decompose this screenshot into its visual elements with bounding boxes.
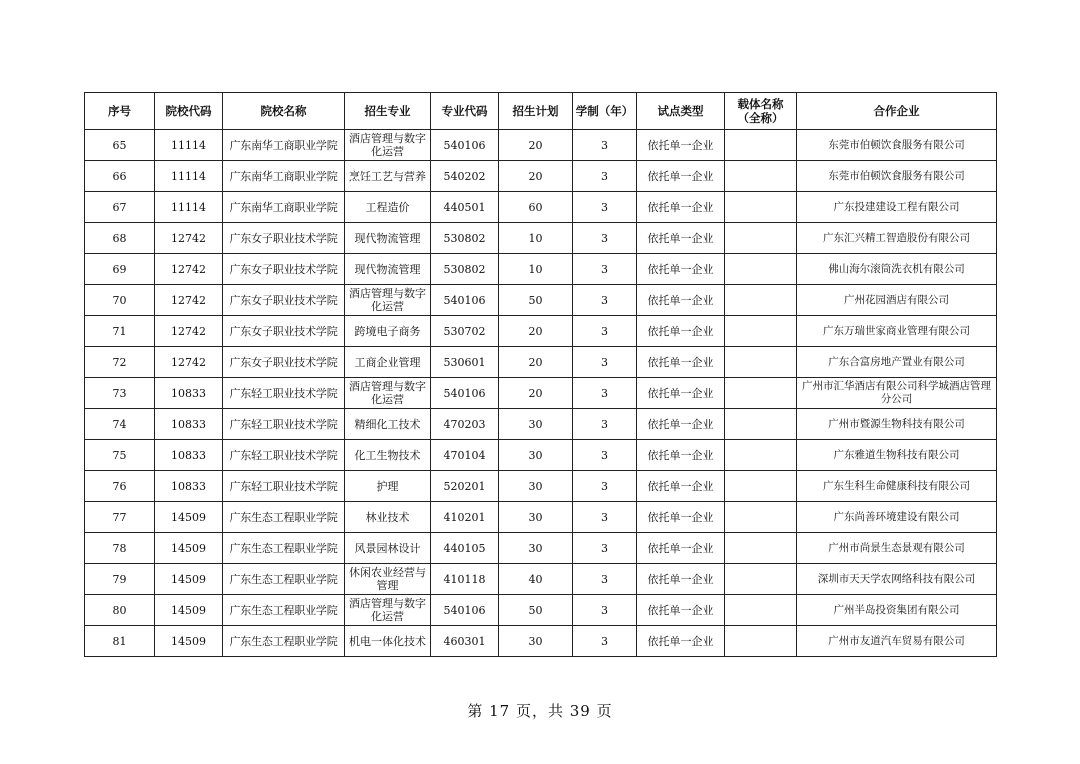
cell-col-school-code: 14509 [155,533,223,564]
enrollment-table [84,92,997,657]
header-col-index: 序号 [85,93,155,130]
cell-col-index: 80 [85,595,155,626]
cell-col-major-code: 440105 [431,533,499,564]
table-row [85,564,997,595]
cell-col-pilot-type: 依托单一企业 [637,564,725,595]
cell-col-years: 3 [573,378,637,409]
table-header-row [85,93,997,130]
cell-col-school-name: 广东女子职业技术学院 [223,223,345,254]
cell-col-school-code: 14509 [155,564,223,595]
cell-col-major-code: 540106 [431,285,499,316]
cell-col-major: 工程造价 [345,192,431,223]
cell-col-major: 休闲农业经营与管理 [345,564,431,595]
cell-col-carrier-name [725,471,797,502]
cell-col-pilot-type: 依托单一企业 [637,502,725,533]
cell-col-pilot-type: 依托单一企业 [637,161,725,192]
table-row [85,316,997,347]
cell-col-school-code: 11114 [155,130,223,161]
cell-col-school-code: 12742 [155,254,223,285]
cell-col-pilot-type: 依托单一企业 [637,223,725,254]
cell-col-years: 3 [573,409,637,440]
cell-col-years: 3 [573,347,637,378]
cell-col-plan: 50 [499,285,573,316]
cell-col-pilot-type: 依托单一企业 [637,316,725,347]
cell-col-pilot-type: 依托单一企业 [637,440,725,471]
cell-col-partner: 广东汇兴精工智造股份有限公司 [797,223,997,254]
cell-col-index: 77 [85,502,155,533]
cell-col-index: 79 [85,564,155,595]
table-row [85,409,997,440]
table-row [85,440,997,471]
cell-col-pilot-type: 依托单一企业 [637,192,725,223]
cell-col-school-code: 12742 [155,285,223,316]
cell-col-plan: 20 [499,130,573,161]
cell-col-partner: 广东雅道生物科技有限公司 [797,440,997,471]
cell-col-partner: 广东投建建设工程有限公司 [797,192,997,223]
cell-col-index: 73 [85,378,155,409]
cell-col-index: 76 [85,471,155,502]
cell-col-major: 风景园林设计 [345,533,431,564]
cell-col-major: 工商企业管理 [345,347,431,378]
cell-col-major-code: 440501 [431,192,499,223]
cell-col-plan: 60 [499,192,573,223]
cell-col-index: 72 [85,347,155,378]
cell-col-school-name: 广东女子职业技术学院 [223,316,345,347]
cell-col-major: 跨境电子商务 [345,316,431,347]
table-row [85,130,997,161]
cell-col-pilot-type: 依托单一企业 [637,595,725,626]
cell-col-school-name: 广东女子职业技术学院 [223,254,345,285]
cell-col-partner: 佛山海尔滚筒洗衣机有限公司 [797,254,997,285]
cell-col-school-name: 广东轻工职业技术学院 [223,378,345,409]
table-body [85,130,997,657]
cell-col-carrier-name [725,192,797,223]
cell-col-school-name: 广东南华工商职业学院 [223,161,345,192]
table-row [85,347,997,378]
cell-col-years: 3 [573,161,637,192]
cell-col-partner: 广东尚善环境建设有限公司 [797,502,997,533]
header-col-partner: 合作企业 [797,93,997,130]
cell-col-partner: 东莞市伯顿饮食服务有限公司 [797,130,997,161]
cell-col-carrier-name [725,564,797,595]
table-row [85,192,997,223]
header-col-carrier-name: 载体名称 （全称） [725,93,797,130]
cell-col-partner: 广州半岛投资集团有限公司 [797,595,997,626]
cell-col-carrier-name [725,130,797,161]
cell-col-school-code: 12742 [155,223,223,254]
cell-col-plan: 30 [499,409,573,440]
cell-col-plan: 50 [499,595,573,626]
cell-col-index: 68 [85,223,155,254]
table-row [85,471,997,502]
header-col-major-code: 专业代码 [431,93,499,130]
cell-col-school-name: 广东生态工程职业学院 [223,595,345,626]
cell-col-carrier-name [725,223,797,254]
cell-col-plan: 30 [499,626,573,657]
cell-col-years: 3 [573,254,637,285]
cell-col-school-name: 广东生态工程职业学院 [223,502,345,533]
header-col-school-name: 院校名称 [223,93,345,130]
cell-col-partner: 广州市暨源生物科技有限公司 [797,409,997,440]
cell-col-major-code: 410118 [431,564,499,595]
cell-col-school-code: 11114 [155,192,223,223]
cell-col-school-code: 14509 [155,626,223,657]
cell-col-major-code: 470203 [431,409,499,440]
cell-col-school-name: 广东女子职业技术学院 [223,347,345,378]
cell-col-plan: 40 [499,564,573,595]
cell-col-partner: 广州市友道汽车贸易有限公司 [797,626,997,657]
header-col-years: 学制（年） [573,93,637,130]
cell-col-major: 机电一体化技术 [345,626,431,657]
cell-col-plan: 20 [499,347,573,378]
cell-col-major: 烹饪工艺与营养 [345,161,431,192]
cell-col-school-code: 10833 [155,471,223,502]
cell-col-years: 3 [573,533,637,564]
cell-col-partner: 广东生科生命健康科技有限公司 [797,471,997,502]
cell-col-partner: 广州市汇华酒店有限公司科学城酒店管理分公司 [797,378,997,409]
cell-col-major-code: 460301 [431,626,499,657]
header-col-school-code: 院校代码 [155,93,223,130]
cell-col-major-code: 530601 [431,347,499,378]
cell-col-plan: 30 [499,471,573,502]
cell-col-pilot-type: 依托单一企业 [637,378,725,409]
cell-col-index: 71 [85,316,155,347]
table-row [85,378,997,409]
cell-col-carrier-name [725,347,797,378]
cell-col-plan: 20 [499,316,573,347]
cell-col-index: 66 [85,161,155,192]
cell-col-carrier-name [725,595,797,626]
cell-col-pilot-type: 依托单一企业 [637,409,725,440]
cell-col-school-name: 广东生态工程职业学院 [223,626,345,657]
cell-col-years: 3 [573,285,637,316]
cell-col-school-name: 广东生态工程职业学院 [223,564,345,595]
cell-col-carrier-name [725,378,797,409]
cell-col-years: 3 [573,192,637,223]
cell-col-index: 78 [85,533,155,564]
cell-col-major-code: 540106 [431,378,499,409]
cell-col-school-name: 广东生态工程职业学院 [223,533,345,564]
cell-col-pilot-type: 依托单一企业 [637,626,725,657]
cell-col-school-code: 11114 [155,161,223,192]
cell-col-plan: 30 [499,502,573,533]
header-col-plan: 招生计划 [499,93,573,130]
cell-col-index: 70 [85,285,155,316]
cell-col-years: 3 [573,564,637,595]
cell-col-years: 3 [573,502,637,533]
cell-col-school-name: 广东轻工职业技术学院 [223,409,345,440]
table-row [85,533,997,564]
cell-col-plan: 10 [499,223,573,254]
cell-col-major-code: 470104 [431,440,499,471]
cell-col-major: 化工生物技术 [345,440,431,471]
cell-col-pilot-type: 依托单一企业 [637,471,725,502]
cell-col-carrier-name [725,285,797,316]
cell-col-index: 75 [85,440,155,471]
table-row [85,223,997,254]
cell-col-index: 67 [85,192,155,223]
cell-col-major: 酒店管理与数字化运营 [345,285,431,316]
cell-col-major-code: 540202 [431,161,499,192]
cell-col-school-code: 10833 [155,378,223,409]
cell-col-partner: 广州市尚景生态景观有限公司 [797,533,997,564]
cell-col-years: 3 [573,223,637,254]
table-row [85,595,997,626]
cell-col-plan: 30 [499,533,573,564]
cell-col-plan: 10 [499,254,573,285]
cell-col-partner: 广东合富房地产置业有限公司 [797,347,997,378]
cell-col-index: 65 [85,130,155,161]
cell-col-major-code: 540106 [431,595,499,626]
cell-col-plan: 30 [499,440,573,471]
cell-col-plan: 20 [499,161,573,192]
cell-col-pilot-type: 依托单一企业 [637,285,725,316]
cell-col-carrier-name [725,316,797,347]
page-footer: 第 17 页，共 39 页 [467,702,613,720]
cell-col-major-code: 530802 [431,254,499,285]
header-col-pilot-type: 试点类型 [637,93,725,130]
cell-col-school-name: 广东轻工职业技术学院 [223,440,345,471]
cell-col-school-code: 14509 [155,502,223,533]
cell-col-major-code: 540106 [431,130,499,161]
cell-col-index: 74 [85,409,155,440]
cell-col-school-code: 10833 [155,409,223,440]
cell-col-carrier-name [725,254,797,285]
table-row [85,626,997,657]
cell-col-carrier-name [725,502,797,533]
cell-col-pilot-type: 依托单一企业 [637,533,725,564]
cell-col-years: 3 [573,595,637,626]
cell-col-pilot-type: 依托单一企业 [637,130,725,161]
cell-col-partner: 广州花园酒店有限公司 [797,285,997,316]
cell-col-school-code: 10833 [155,440,223,471]
cell-col-carrier-name [725,626,797,657]
table-row [85,254,997,285]
cell-col-school-name: 广东南华工商职业学院 [223,130,345,161]
cell-col-school-name: 广东南华工商职业学院 [223,192,345,223]
cell-col-major-code: 530802 [431,223,499,254]
cell-col-partner: 深圳市天天学农网络科技有限公司 [797,564,997,595]
cell-col-years: 3 [573,626,637,657]
cell-col-index: 69 [85,254,155,285]
cell-col-years: 3 [573,440,637,471]
cell-col-major: 护理 [345,471,431,502]
cell-col-school-code: 12742 [155,347,223,378]
cell-col-carrier-name [725,440,797,471]
cell-col-pilot-type: 依托单一企业 [637,347,725,378]
cell-col-years: 3 [573,471,637,502]
cell-col-carrier-name [725,533,797,564]
cell-col-pilot-type: 依托单一企业 [637,254,725,285]
table-row [85,502,997,533]
cell-col-carrier-name [725,161,797,192]
cell-col-major: 林业技术 [345,502,431,533]
cell-col-partner: 东莞市伯顿饮食服务有限公司 [797,161,997,192]
table-row [85,161,997,192]
cell-col-major: 精细化工技术 [345,409,431,440]
cell-col-major: 现代物流管理 [345,223,431,254]
cell-col-school-code: 12742 [155,316,223,347]
cell-col-major-code: 520201 [431,471,499,502]
cell-col-partner: 广东万瑞世家商业管理有限公司 [797,316,997,347]
cell-col-major: 酒店管理与数字化运营 [345,595,431,626]
cell-col-years: 3 [573,130,637,161]
cell-col-major: 酒店管理与数字化运营 [345,378,431,409]
cell-col-school-name: 广东女子职业技术学院 [223,285,345,316]
cell-col-school-code: 14509 [155,595,223,626]
cell-col-plan: 20 [499,378,573,409]
cell-col-major-code: 410201 [431,502,499,533]
table-row [85,285,997,316]
cell-col-index: 81 [85,626,155,657]
cell-col-major: 酒店管理与数字化运营 [345,130,431,161]
cell-col-major-code: 530702 [431,316,499,347]
cell-col-carrier-name [725,409,797,440]
header-col-major: 招生专业 [345,93,431,130]
cell-col-years: 3 [573,316,637,347]
cell-col-major: 现代物流管理 [345,254,431,285]
cell-col-school-name: 广东轻工职业技术学院 [223,471,345,502]
